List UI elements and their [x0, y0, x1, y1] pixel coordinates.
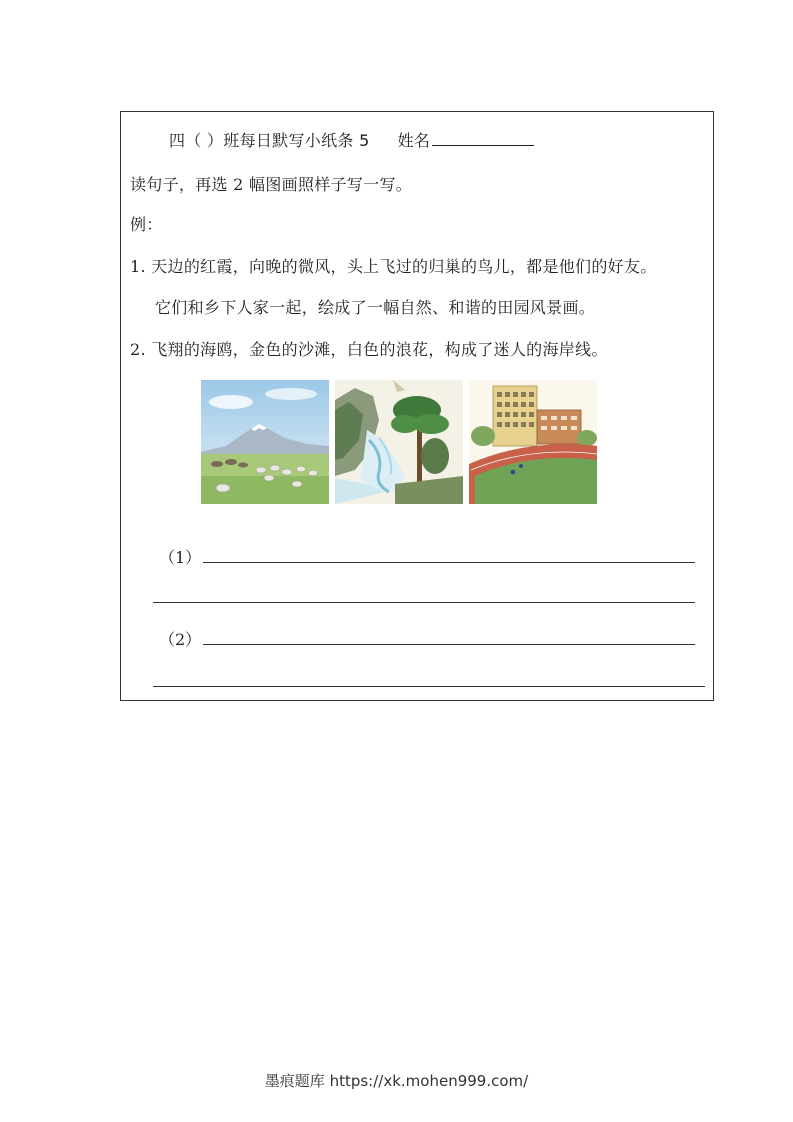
answer-2-line-2[interactable]: [153, 686, 705, 687]
school-building-track-picture: [469, 380, 597, 504]
answer-2-line-1[interactable]: [203, 644, 695, 645]
answer-2-label: （2）: [159, 630, 202, 649]
picture-row: [201, 380, 611, 530]
answer-1-label: （1）: [159, 548, 202, 567]
waterfall-tree-picture: [335, 380, 463, 504]
example-label: 例：: [130, 215, 163, 234]
name-blank[interactable]: [432, 131, 534, 146]
example-1-line-1: 1. 天边的红霞，向晚的微风，头上飞过的归巢的鸟儿，都是他们的好友。: [130, 257, 657, 276]
title-name-label: 姓名: [397, 131, 431, 150]
footer-watermark: 墨痕题库 https://xk.mohen999.com/: [264, 1072, 529, 1090]
example-2: 2. 飞翔的海鸥，金色的沙滩，白色的浪花，构成了迷人的海岸线。: [130, 340, 608, 359]
instruction: 读句子，再选 2 幅图画照样子写一写。: [130, 175, 413, 194]
answer-1-line-1[interactable]: [203, 562, 695, 563]
worksheet-frame: [120, 111, 714, 701]
example-1-line-2: 它们和乡下人家一起，绘成了一幅自然、和谐的田园风景画。: [155, 298, 596, 317]
worksheet-title: [169, 128, 534, 151]
grassland-mountain-sheep-picture: [201, 380, 329, 504]
title-class: 四（ ）班每日默写小纸条 5: [169, 131, 370, 150]
answer-1-line-2[interactable]: [153, 602, 695, 603]
